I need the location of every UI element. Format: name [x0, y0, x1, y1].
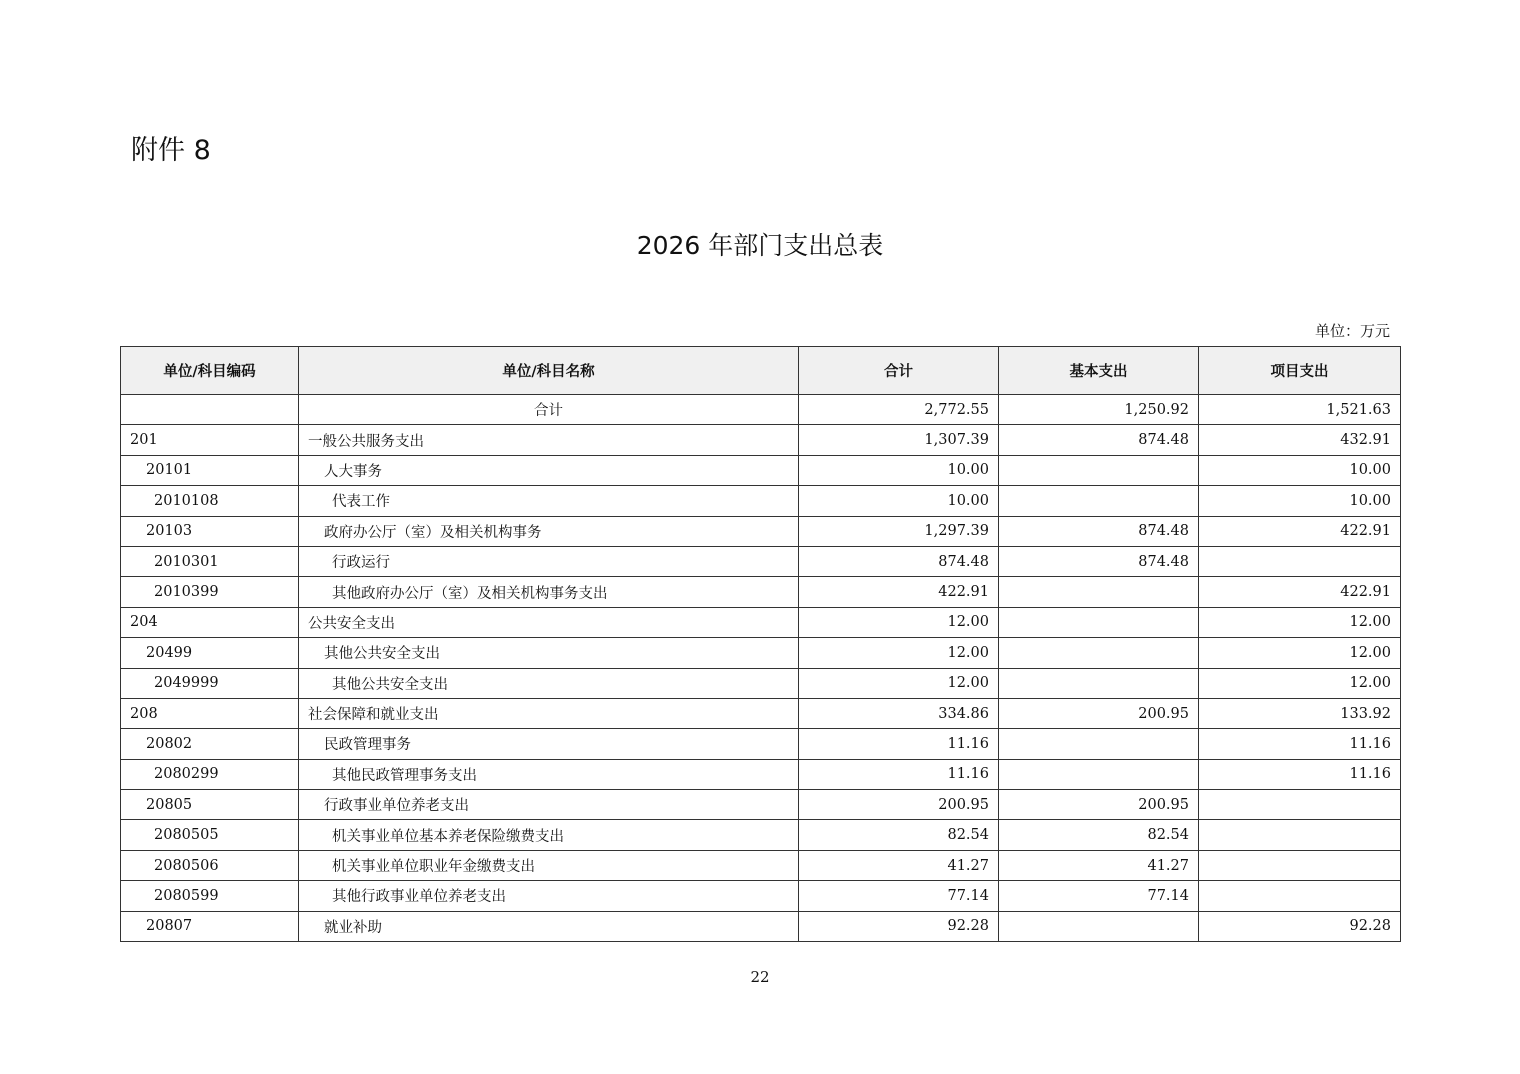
cell-code: 204: [121, 607, 299, 637]
cell-total: 1,297.39: [799, 516, 999, 546]
cell-name: 人大事务: [299, 455, 799, 485]
cell-project: [1199, 546, 1401, 576]
cell-basic: [999, 638, 1199, 668]
cell-basic: 874.48: [999, 516, 1199, 546]
cell-project: 422.91: [1199, 516, 1401, 546]
table-row: [121, 516, 1401, 546]
header-name: 单位/科目名称: [299, 347, 799, 395]
table-row: [121, 546, 1401, 576]
cell-name: 机关事业单位基本养老保险缴费支出: [299, 820, 799, 850]
cell-name: 机关事业单位职业年金缴费支出: [299, 850, 799, 880]
cell-basic: [999, 911, 1199, 941]
cell-basic: 200.95: [999, 698, 1199, 728]
cell-code: 208: [121, 698, 299, 728]
cell-project: 11.16: [1199, 729, 1401, 759]
cell-name: 行政事业单位养老支出: [299, 790, 799, 820]
cell-name: 其他行政事业单位养老支出: [299, 881, 799, 911]
cell-project: 1,521.63: [1199, 395, 1401, 425]
attachment-label: 附件 8: [131, 135, 211, 166]
cell-total: 2,772.55: [799, 395, 999, 425]
cell-project: 10.00: [1199, 486, 1401, 516]
cell-name: 行政运行: [299, 546, 799, 576]
table-row: [121, 698, 1401, 728]
cell-basic: 1,250.92: [999, 395, 1199, 425]
cell-basic: [999, 759, 1199, 789]
cell-total: 12.00: [799, 607, 999, 637]
table-row: [121, 790, 1401, 820]
cell-code: 2080505: [121, 820, 299, 850]
cell-name: 其他公共安全支出: [299, 638, 799, 668]
table-row: [121, 759, 1401, 789]
cell-project: 12.00: [1199, 668, 1401, 698]
page-number: 22: [750, 968, 770, 986]
cell-name: 其他公共安全支出: [299, 668, 799, 698]
cell-project: 10.00: [1199, 455, 1401, 485]
table-row: [121, 607, 1401, 637]
cell-basic: 874.48: [999, 425, 1199, 455]
cell-basic: [999, 729, 1199, 759]
table-row: [121, 850, 1401, 880]
cell-basic: [999, 577, 1199, 607]
cell-basic: [999, 607, 1199, 637]
cell-basic: 874.48: [999, 546, 1199, 576]
cell-project: 92.28: [1199, 911, 1401, 941]
cell-project: [1199, 850, 1401, 880]
cell-total: 10.00: [799, 486, 999, 516]
cell-project: [1199, 820, 1401, 850]
table-row: [121, 820, 1401, 850]
table-row: [121, 881, 1401, 911]
cell-total: 1,307.39: [799, 425, 999, 455]
table-row: [121, 668, 1401, 698]
cell-name: 代表工作: [299, 486, 799, 516]
table-row: [121, 911, 1401, 941]
cell-total: 12.00: [799, 668, 999, 698]
cell-basic: 77.14: [999, 881, 1199, 911]
cell-code: 2010301: [121, 546, 299, 576]
table-row: [121, 455, 1401, 485]
cell-total: 12.00: [799, 638, 999, 668]
header-project: 项目支出: [1199, 347, 1401, 395]
cell-code: 20499: [121, 638, 299, 668]
cell-name: 其他民政管理事务支出: [299, 759, 799, 789]
cell-basic: 200.95: [999, 790, 1199, 820]
cell-name: 社会保障和就业支出: [299, 698, 799, 728]
cell-name: 公共安全支出: [299, 607, 799, 637]
unit-label: 单位：万元: [1314, 322, 1390, 340]
header-code: 单位/科目编码: [121, 347, 299, 395]
cell-code: 20805: [121, 790, 299, 820]
cell-code: 2010108: [121, 486, 299, 516]
cell-code: 2049999: [121, 668, 299, 698]
table-row: [121, 729, 1401, 759]
expenditure-table: [120, 346, 1401, 942]
cell-project: 11.16: [1199, 759, 1401, 789]
cell-total: 41.27: [799, 850, 999, 880]
cell-basic: [999, 668, 1199, 698]
table-row: [121, 577, 1401, 607]
table-row: [121, 638, 1401, 668]
cell-total: 82.54: [799, 820, 999, 850]
table-row: [121, 395, 1401, 425]
cell-total: 874.48: [799, 546, 999, 576]
header-basic: 基本支出: [999, 347, 1199, 395]
cell-basic: [999, 455, 1199, 485]
cell-code: 20103: [121, 516, 299, 546]
cell-project: [1199, 790, 1401, 820]
table-row: [121, 425, 1401, 455]
cell-project: 432.91: [1199, 425, 1401, 455]
cell-project: [1199, 881, 1401, 911]
cell-code: 2080506: [121, 850, 299, 880]
cell-project: 12.00: [1199, 607, 1401, 637]
table-header-row: [121, 347, 1401, 395]
cell-total: 92.28: [799, 911, 999, 941]
cell-basic: 82.54: [999, 820, 1199, 850]
cell-name: 一般公共服务支出: [299, 425, 799, 455]
cell-code: 20802: [121, 729, 299, 759]
cell-total: 200.95: [799, 790, 999, 820]
cell-name: 合计: [299, 395, 799, 425]
page-title: 2026 年部门支出总表: [636, 231, 884, 260]
cell-total: 422.91: [799, 577, 999, 607]
cell-project: 133.92: [1199, 698, 1401, 728]
cell-code: 2080599: [121, 881, 299, 911]
cell-code: 2080299: [121, 759, 299, 789]
cell-project: 12.00: [1199, 638, 1401, 668]
cell-name: 就业补助: [299, 911, 799, 941]
cell-basic: [999, 486, 1199, 516]
cell-total: 77.14: [799, 881, 999, 911]
cell-project: 422.91: [1199, 577, 1401, 607]
table-body: [121, 395, 1401, 942]
cell-name: 政府办公厅（室）及相关机构事务: [299, 516, 799, 546]
cell-name: 民政管理事务: [299, 729, 799, 759]
cell-code: [121, 395, 299, 425]
cell-code: 201: [121, 425, 299, 455]
cell-basic: 41.27: [999, 850, 1199, 880]
cell-code: 20101: [121, 455, 299, 485]
cell-total: 11.16: [799, 729, 999, 759]
cell-total: 10.00: [799, 455, 999, 485]
cell-code: 2010399: [121, 577, 299, 607]
cell-code: 20807: [121, 911, 299, 941]
table-row: [121, 486, 1401, 516]
cell-name: 其他政府办公厅（室）及相关机构事务支出: [299, 577, 799, 607]
cell-total: 11.16: [799, 759, 999, 789]
cell-total: 334.86: [799, 698, 999, 728]
header-total: 合计: [799, 347, 999, 395]
